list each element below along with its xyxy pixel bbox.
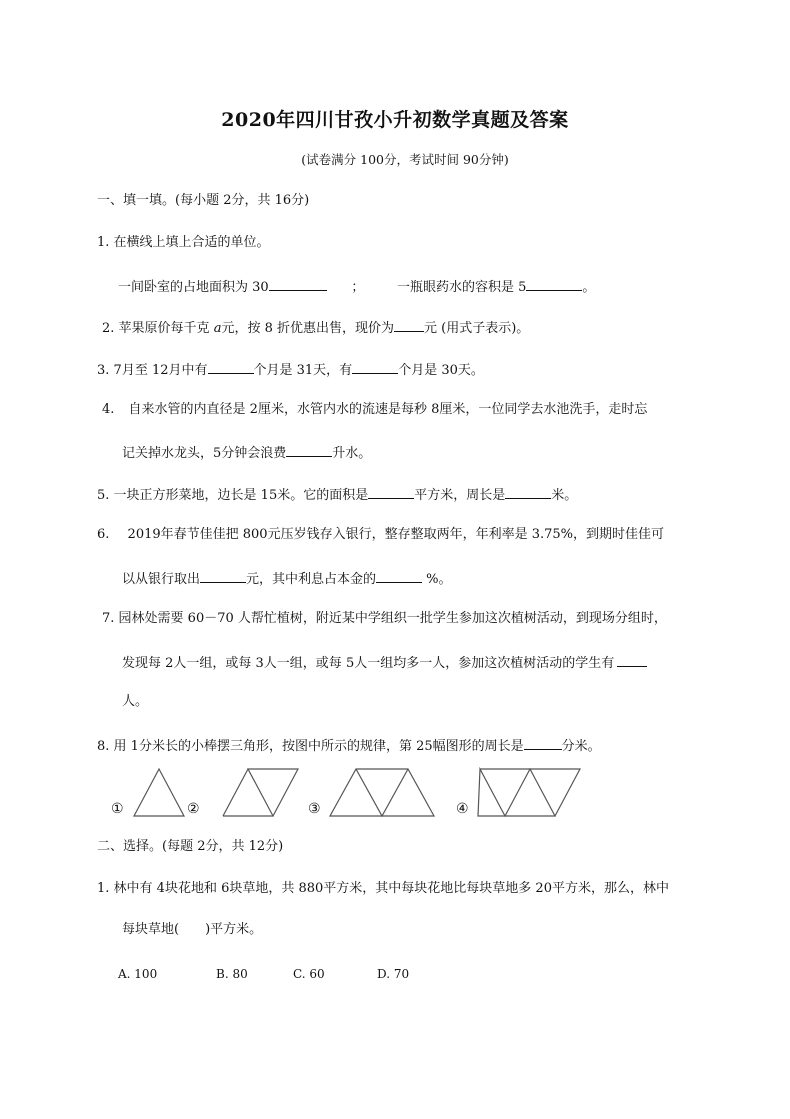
section2-question-1 [97,881,669,897]
exam-subtitle: (试卷满分 100分，考试时间 90分钟) [301,152,509,167]
q8-post: 分米。 [561,739,601,754]
triangle-figure-4 [478,769,580,816]
q6-line2-mid: 元，其中利息占本金的 [246,572,377,587]
q5-post: 米。 [551,488,578,503]
question-number: 2. [102,321,115,336]
figure-label-3: ③ [308,801,321,817]
question-number: 1. [97,881,110,896]
q8-pre: 用 1分米长的小棒摆三角形，按图中所示的规律，第 25幅图形的周长是 [113,739,524,754]
q3-post: 个月是 30天。 [398,363,484,378]
separator: ； [351,280,365,295]
q3-pre: 7月至 12月中有 [113,363,208,378]
question-number: 4. [102,402,115,417]
q5-pre: 一块正方形菜地，边长是 15米。它的面积是 [113,488,369,503]
q2-mid: 元，按 8 折优惠出售，现价为 [221,321,395,336]
q4-line2-pre: 记关掉水龙头，5分钟会浪费 [122,446,287,461]
question-number: 6. [97,527,110,542]
q7-line1: 园林处需要 60－70 人帮忙植树，附近某中学组织一批学生参加这次植树活动，到现场分组时， [118,611,667,626]
q7-line2: 发现每 2人一组，或每 3人一组，或每 5人一组均多一人，参加这次植树活动的学生有 [122,656,615,671]
q1-part-b-end: 。 [582,280,596,295]
q7-line3: 人。 [122,694,149,709]
s2q1-options [118,966,409,982]
option-d[interactable]: D. 70 [377,967,410,981]
q2-post: 元 (用式子表示)。 [424,321,530,336]
section2-heading: 二、选择。(每题 2分，共 12分) [97,839,284,854]
option-c[interactable]: C. 60 [293,967,325,981]
q1-part-a: 一间卧室的占地面积为 30 [118,280,269,295]
question-text: 在横线上填上合适的单位。 [113,235,270,250]
question-number: 7. [102,611,115,626]
q6-line2-pre: 以从银行取出 [122,572,201,587]
question-number: 3. [97,363,110,378]
q6-line2-post: %。 [426,572,452,587]
section1-heading: 一、填一填。(每小题 2分，共 16分) [97,193,310,208]
q4-line2-post: 升水。 [332,446,372,461]
q2-variable: a [213,321,222,336]
q2-pre: 苹果原价每千克 [118,321,210,336]
q6-line1: 2019年春节佳佳把 800元压岁钱存入银行，整存整取两年，年利率是 3.75%，到期时佳佳可 [127,527,665,542]
q1-part-b: 一瓶眼药水的容积是 5 [396,280,527,295]
q3-mid: 个月是 31天，有 [253,363,353,378]
s2q1-line1: 林中有 4块花地和 6块草地，共 880平方米，其中每块花地比每块草地多 20平方米，那么，林中 [113,881,669,896]
q5-mid: 平方米，周长是 [414,488,506,503]
triangle-figure-2 [223,769,298,816]
question-number: 8. [97,739,110,754]
question-number: 1. [97,235,110,250]
s2q1-line2: 每块草地( )平方米。 [122,922,263,937]
figure-label-2: ② [187,801,200,817]
page-title: 2020年四川甘孜小升初数学真题及答案 [221,109,569,131]
question-number: 5. [97,488,110,503]
figure-label-4: ④ [456,801,469,817]
triangle-figure-3 [330,769,434,816]
figure-label-1: ① [111,801,124,817]
q4-line1: 自来水管的内直径是 2厘米，水管内水的流速是每秒 8厘米，一位同学去水池洗手，走时忘 [128,402,648,417]
triangle-figure-1 [134,769,184,816]
option-b[interactable]: B. 80 [216,967,248,981]
option-a[interactable]: A. 100 [118,967,158,981]
